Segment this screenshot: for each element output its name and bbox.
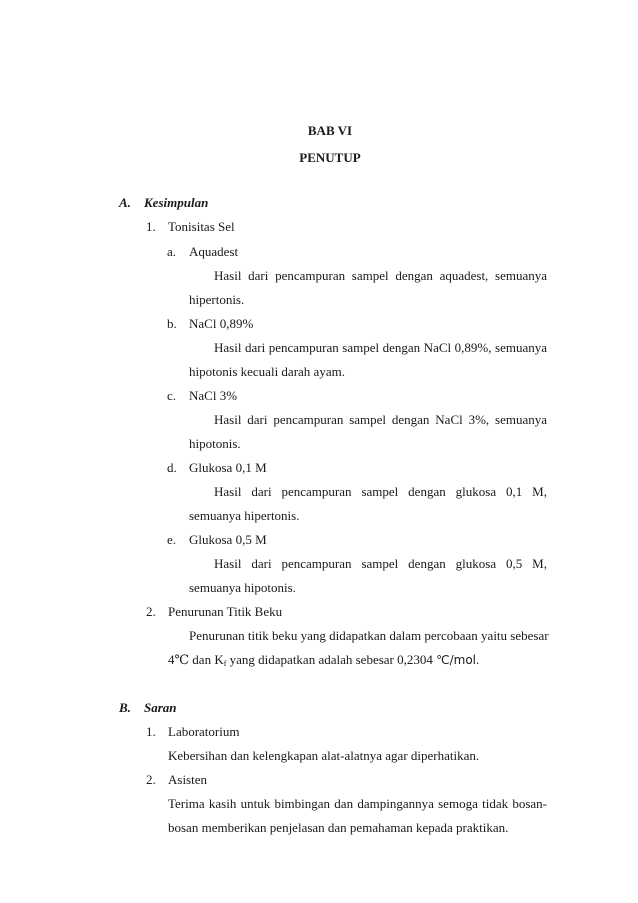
item-2-text-line2: 4℃ dan $K_f$ yang didapatkan adalah sebesar 0,2304 ℃/mol. (168, 652, 480, 668)
saran-item-1-title: Laboratorium (168, 724, 240, 739)
sub-e-letter: e. (167, 532, 177, 547)
item-2-number: 2. (146, 604, 156, 619)
sub-d-title: Glukosa 0,1 M (189, 460, 267, 475)
temperature-value: 4℃ (168, 652, 190, 667)
sub-a-letter: a. (167, 244, 177, 259)
sub-a-text-line2: hipertonis. (189, 292, 245, 307)
section-a-letter: A. (119, 195, 131, 210)
sub-a-title: Aquadest (189, 244, 239, 259)
sub-e-title: Glukosa 0,5 M (189, 532, 267, 547)
sub-e-text-line2: semuanya hipotonis. (189, 580, 296, 595)
chapter-title: PENUTUP (299, 150, 361, 165)
item-2-title: Penurunan Titik Beku (168, 604, 283, 619)
saran-item-1-text: Kebersihan dan kelengkapan alat-alatnya agar diperhatikan. (168, 748, 480, 763)
item-1-title: Tonisitas Sel (168, 219, 235, 234)
sub-b-letter: b. (167, 316, 177, 331)
sub-b-text-line2: hipotonis kecuali darah ayam. (189, 364, 345, 379)
sub-c-text-line1: Hasil dari pencampuran sampel dengan NaCl 3%, semuanya (214, 412, 547, 427)
sub-d-text-line1: Hasil dari pencampuran sampel dengan glukosa 0,1 M, (214, 484, 547, 499)
saran-item-2-number: 2. (146, 772, 156, 787)
kf-subscript: f (223, 659, 227, 668)
sub-a-text-line1: Hasil dari pencampuran sampel dengan aquadest, semuanya (214, 268, 547, 283)
sub-b-title: NaCl 0,89% (189, 316, 254, 331)
sub-e-text-line1: Hasil dari pencampuran sampel dengan glukosa 0,5 M, (214, 556, 547, 571)
sub-c-letter: c. (167, 388, 177, 403)
section-a-title: Kesimpulan (144, 195, 209, 210)
sub-b-text-line1: Hasil dari pencampuran sampel dengan NaCl 0,89%, semuanya (214, 340, 547, 355)
item-1-number: 1. (146, 219, 156, 234)
sub-d-text-line2: semuanya hipertonis. (189, 508, 300, 523)
sub-c-title: NaCl 3% (189, 388, 238, 403)
chapter-label: BAB VI (307, 123, 353, 138)
sub-c-text-line2: hipotonis. (189, 436, 241, 451)
section-b-letter: B. (119, 700, 131, 715)
sub-d-letter: d. (167, 460, 177, 475)
saran-item-2-text-line1: Terima kasih untuk bimbingan dan dampingannya semoga tidak bosan- (168, 796, 547, 811)
item-2-text-line1: Penurunan titik beku yang didapatkan dalam percobaan yaitu sebesar (189, 628, 549, 643)
unit-label: ℃/mol (436, 653, 477, 667)
saran-item-2-title: Asisten (168, 772, 207, 787)
saran-item-1-number: 1. (146, 724, 156, 739)
section-b-title: Saran (144, 700, 177, 715)
saran-item-2-text-line2: bosan memberikan penjelasan dan pemahaman kepada praktikan. (168, 820, 509, 835)
